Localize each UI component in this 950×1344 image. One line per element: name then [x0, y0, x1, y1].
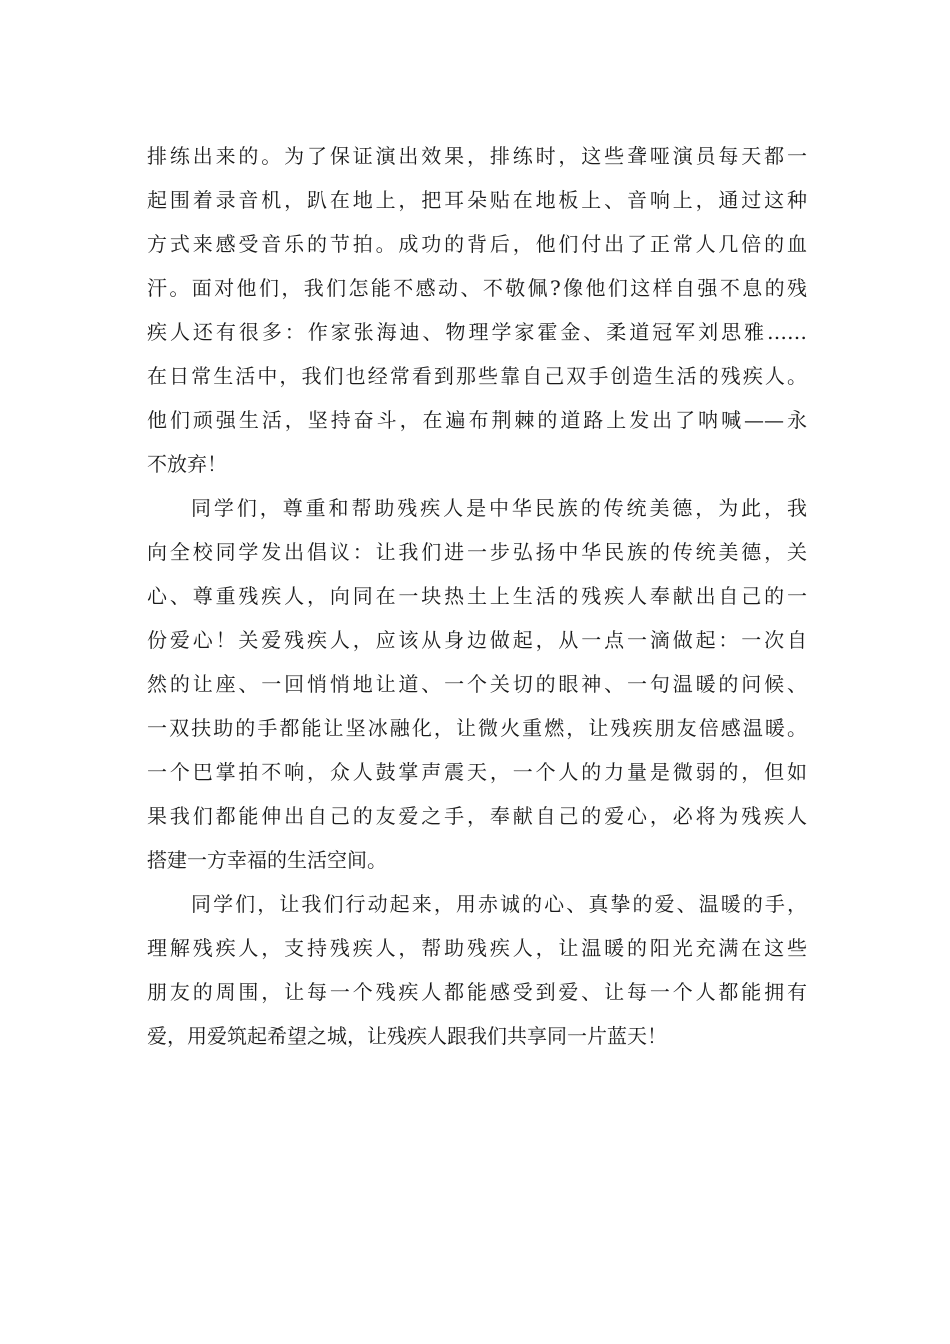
text-line: 心、尊重残疾人，向同在一块热土上生活的残疾人奉献出自己的一 — [147, 584, 807, 608]
text-line: 疾人还有很多：作家张海迪、物理学家霍金、柔道冠军刘思雅…… — [147, 320, 807, 344]
paragraph-2 — [147, 486, 807, 882]
text-line: 爱，用爱筑起希望之城，让残疾人跟我们共享同一片蓝天！ — [147, 1024, 667, 1048]
text-line: 向全校同学发出倡议：让我们进一步弘扬中华民族的传统美德，关 — [147, 540, 807, 564]
text-line: 搭建一方幸福的生活空间。 — [147, 848, 387, 872]
text-line: 他们顽强生活，坚持奋斗，在遍布荆棘的道路上发出了呐喊——永 — [147, 408, 807, 432]
text-line: 朋友的周围，让每一个残疾人都能感受到爱、让每一个人都能拥有 — [147, 980, 807, 1004]
paragraph-1 — [147, 134, 807, 486]
text-line: 不放弃！ — [147, 452, 227, 476]
text-line: 排练出来的。为了保证演出效果，排练时，这些聋哑演员每天都一 — [147, 144, 807, 168]
text-line: 汗。面对他们，我们怎能不感动、不敬佩?像他们这样自强不息的残 — [147, 276, 807, 300]
text-line: 起围着录音机，趴在地上，把耳朵贴在地板上、音响上，通过这种 — [147, 188, 807, 212]
text-line: 份爱心！关爱残疾人，应该从身边做起，从一点一滴做起：一次自 — [147, 628, 807, 652]
text-line: 同学们，尊重和帮助残疾人是中华民族的传统美德，为此，我 — [191, 496, 807, 520]
text-line: 理解残疾人，支持残疾人，帮助残疾人，让温暖的阳光充满在这些 — [147, 936, 807, 960]
text-line: 方式来感受音乐的节拍。成功的背后，他们付出了正常人几倍的血 — [147, 232, 807, 256]
text-line: 然的让座、一回悄悄地让道、一个关切的眼神、一句温暖的问候、 — [147, 672, 807, 696]
paragraph-3 — [147, 882, 807, 1058]
body-text — [147, 134, 807, 1058]
text-line: 一双扶助的手都能让坚冰融化，让微火重燃，让残疾朋友倍感温暖。 — [147, 716, 807, 740]
text-line: 同学们，让我们行动起来，用赤诚的心、真挚的爱、温暖的手， — [191, 892, 807, 916]
text-line: 一个巴掌拍不响，众人鼓掌声震天，一个人的力量是微弱的，但如 — [147, 760, 807, 784]
text-line: 果我们都能伸出自己的友爱之手，奉献自己的爱心，必将为残疾人 — [147, 804, 807, 828]
text-line: 在日常生活中，我们也经常看到那些靠自己双手创造生活的残疾人。 — [147, 364, 807, 388]
